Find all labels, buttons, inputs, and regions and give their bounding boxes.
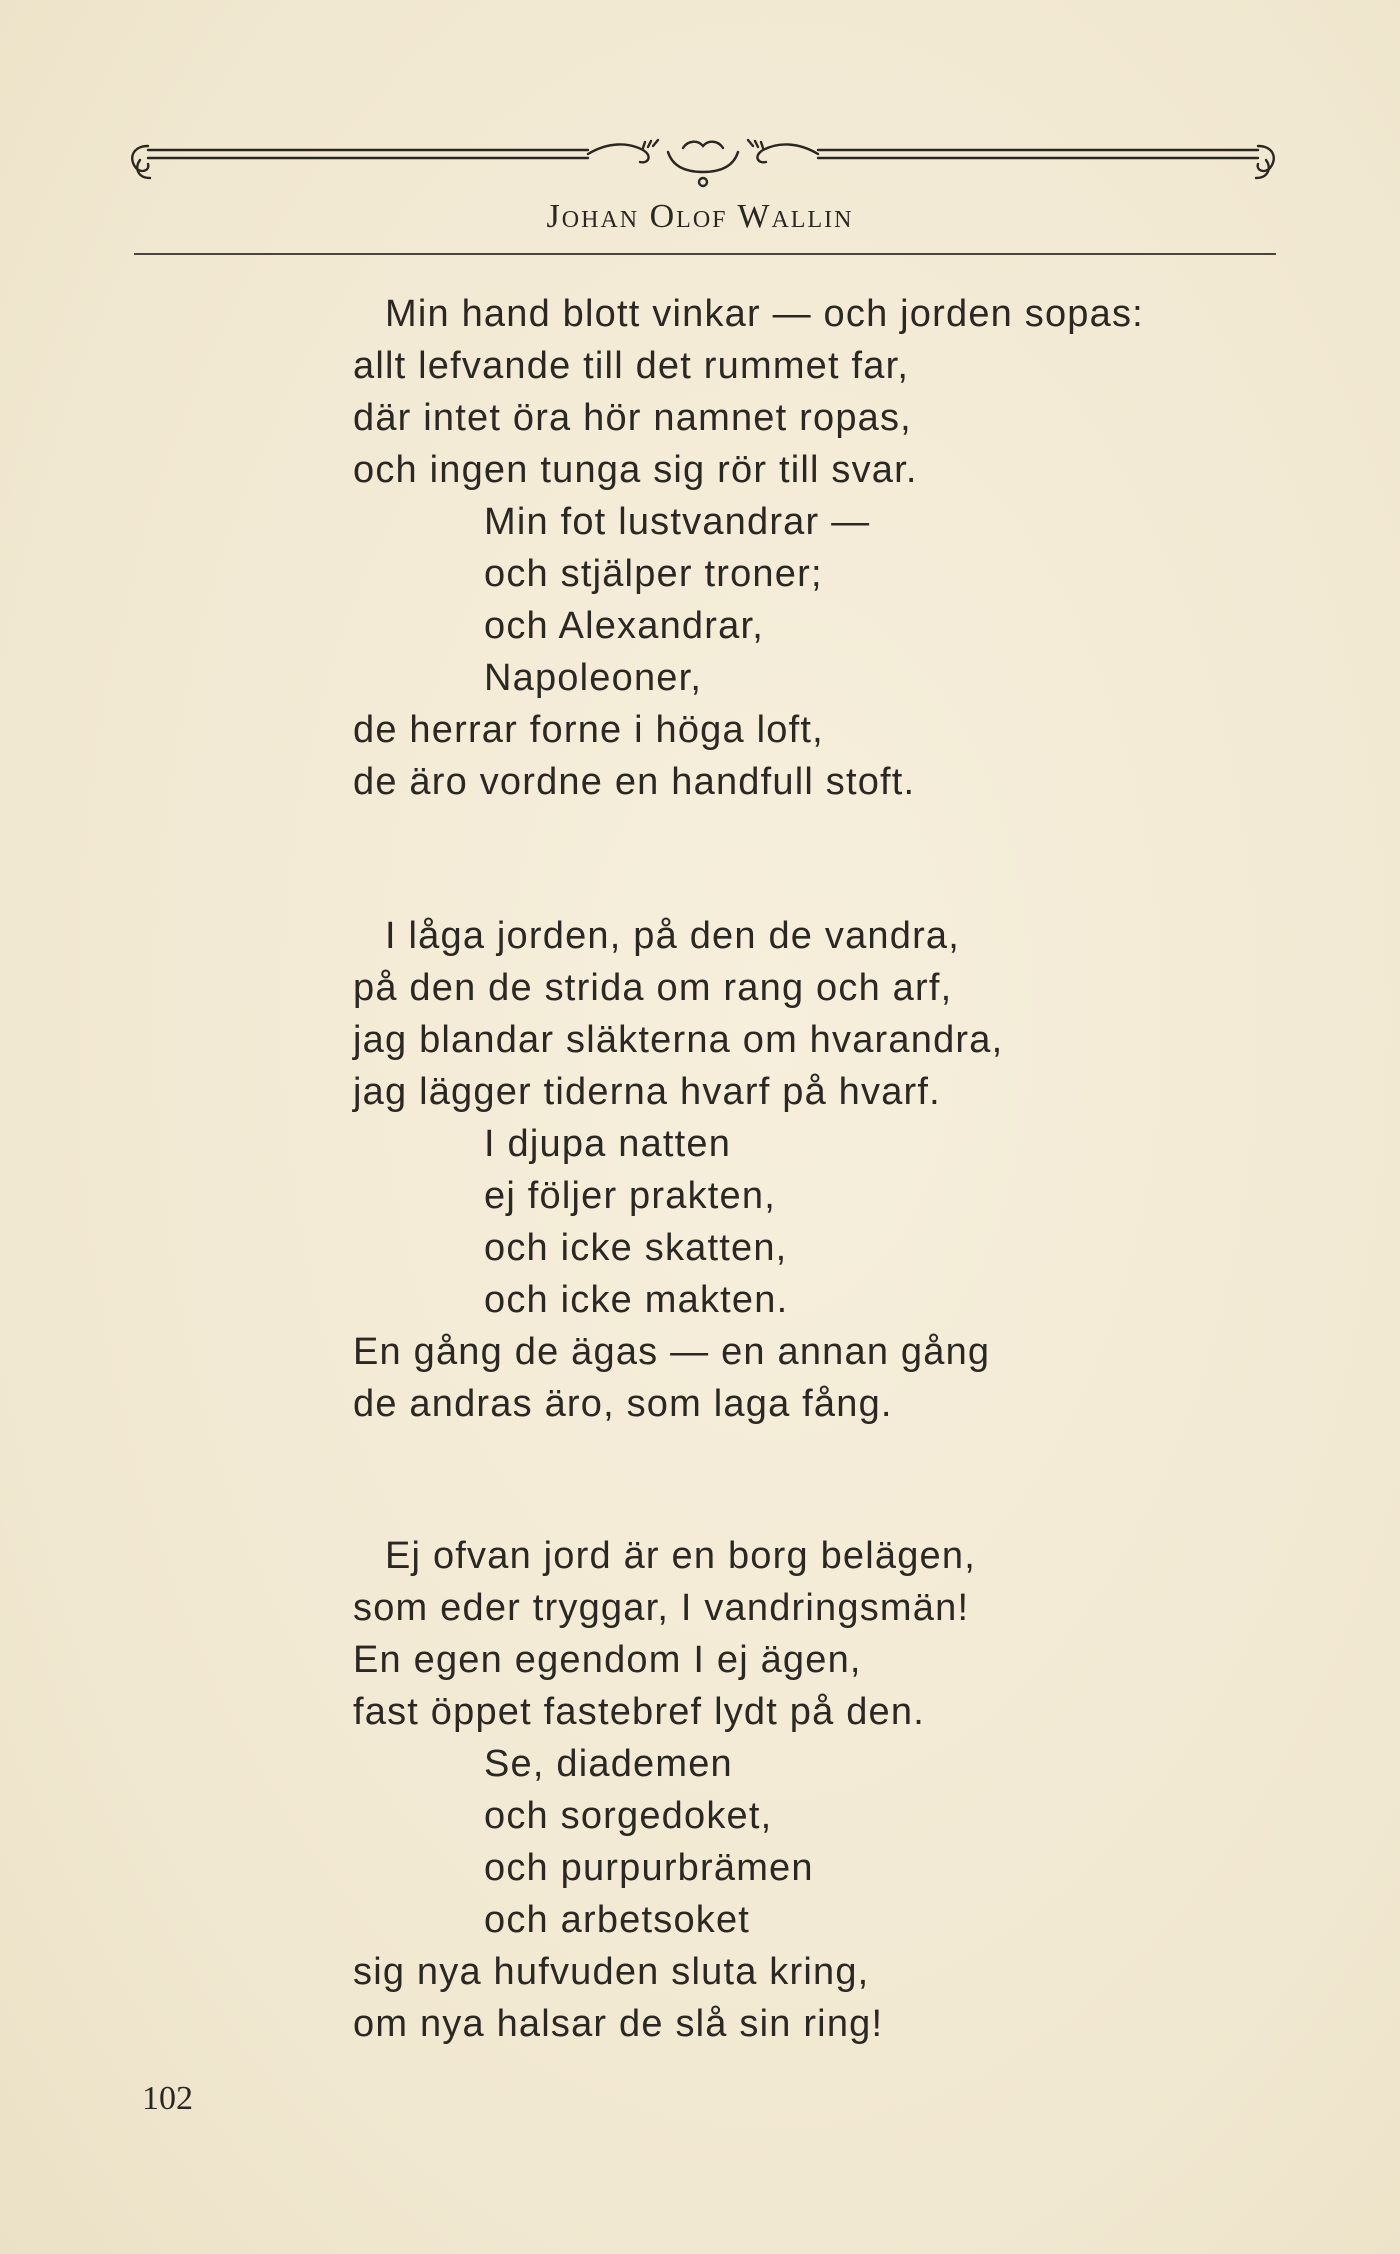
poem-line: och arbetsoket (484, 1899, 751, 1941)
poem-line: och sorgedoket, (484, 1795, 773, 1837)
poem-line: I djupa natten (484, 1123, 732, 1165)
poem-line: allt lefvande till det rummet far, (353, 345, 910, 387)
poem-line: på den de strida om rang och arf, (353, 967, 953, 1009)
poem-line: om nya halsar de slå sin ring! (353, 2003, 884, 2045)
running-header-author: Johan Olof Wallin (546, 198, 854, 235)
header-ornament (128, 138, 1278, 198)
poem-line: fast öppet fastebref lydt på den. (353, 1691, 925, 1733)
poem-line: Min hand blott vinkar — och jorden sopas: (385, 293, 1144, 335)
poem-line: Ej ofvan jord är en borg belägen, (385, 1535, 976, 1577)
poem-line: och stjälper troner; (484, 553, 823, 595)
poem-line: och Alexandrar, (484, 605, 764, 647)
poem-line: Se, diademen (484, 1743, 733, 1785)
page-number: 102 (142, 2080, 193, 2117)
poem-line: En egen egendom I ej ägen, (353, 1639, 862, 1681)
poem-line: Min fot lustvandrar — (484, 501, 871, 543)
poem-line: de äro vordne en handfull stoft. (353, 761, 916, 803)
poem-line: där intet öra hör namnet ropas, (353, 397, 912, 439)
poem-line: jag blandar släkterna om hvarandra, (353, 1019, 1004, 1061)
poem-line: I låga jorden, på den de vandra, (385, 915, 961, 957)
poem-line: de andras äro, som laga fång. (353, 1383, 893, 1425)
poem-line: ej följer prakten, (484, 1175, 776, 1217)
poem-line: jag lägger tiderna hvarf på hvarf. (353, 1071, 941, 1113)
poem-line: de herrar forne i höga loft, (353, 709, 824, 751)
poem-line: som eder tryggar, I vandringsmän! (353, 1587, 970, 1629)
poem-line: och icke skatten, (484, 1227, 788, 1269)
poem-line: och icke makten. (484, 1279, 789, 1321)
header-rule (134, 253, 1276, 255)
poem-line: och purpurbrämen (484, 1847, 814, 1889)
poem-line: En gång de ägas — en annan gång (353, 1331, 991, 1373)
poem-line: sig nya hufvuden sluta kring, (353, 1951, 870, 1993)
poem-line: och ingen tunga sig rör till svar. (353, 449, 918, 491)
poem-line: Napoleoner, (484, 657, 703, 699)
